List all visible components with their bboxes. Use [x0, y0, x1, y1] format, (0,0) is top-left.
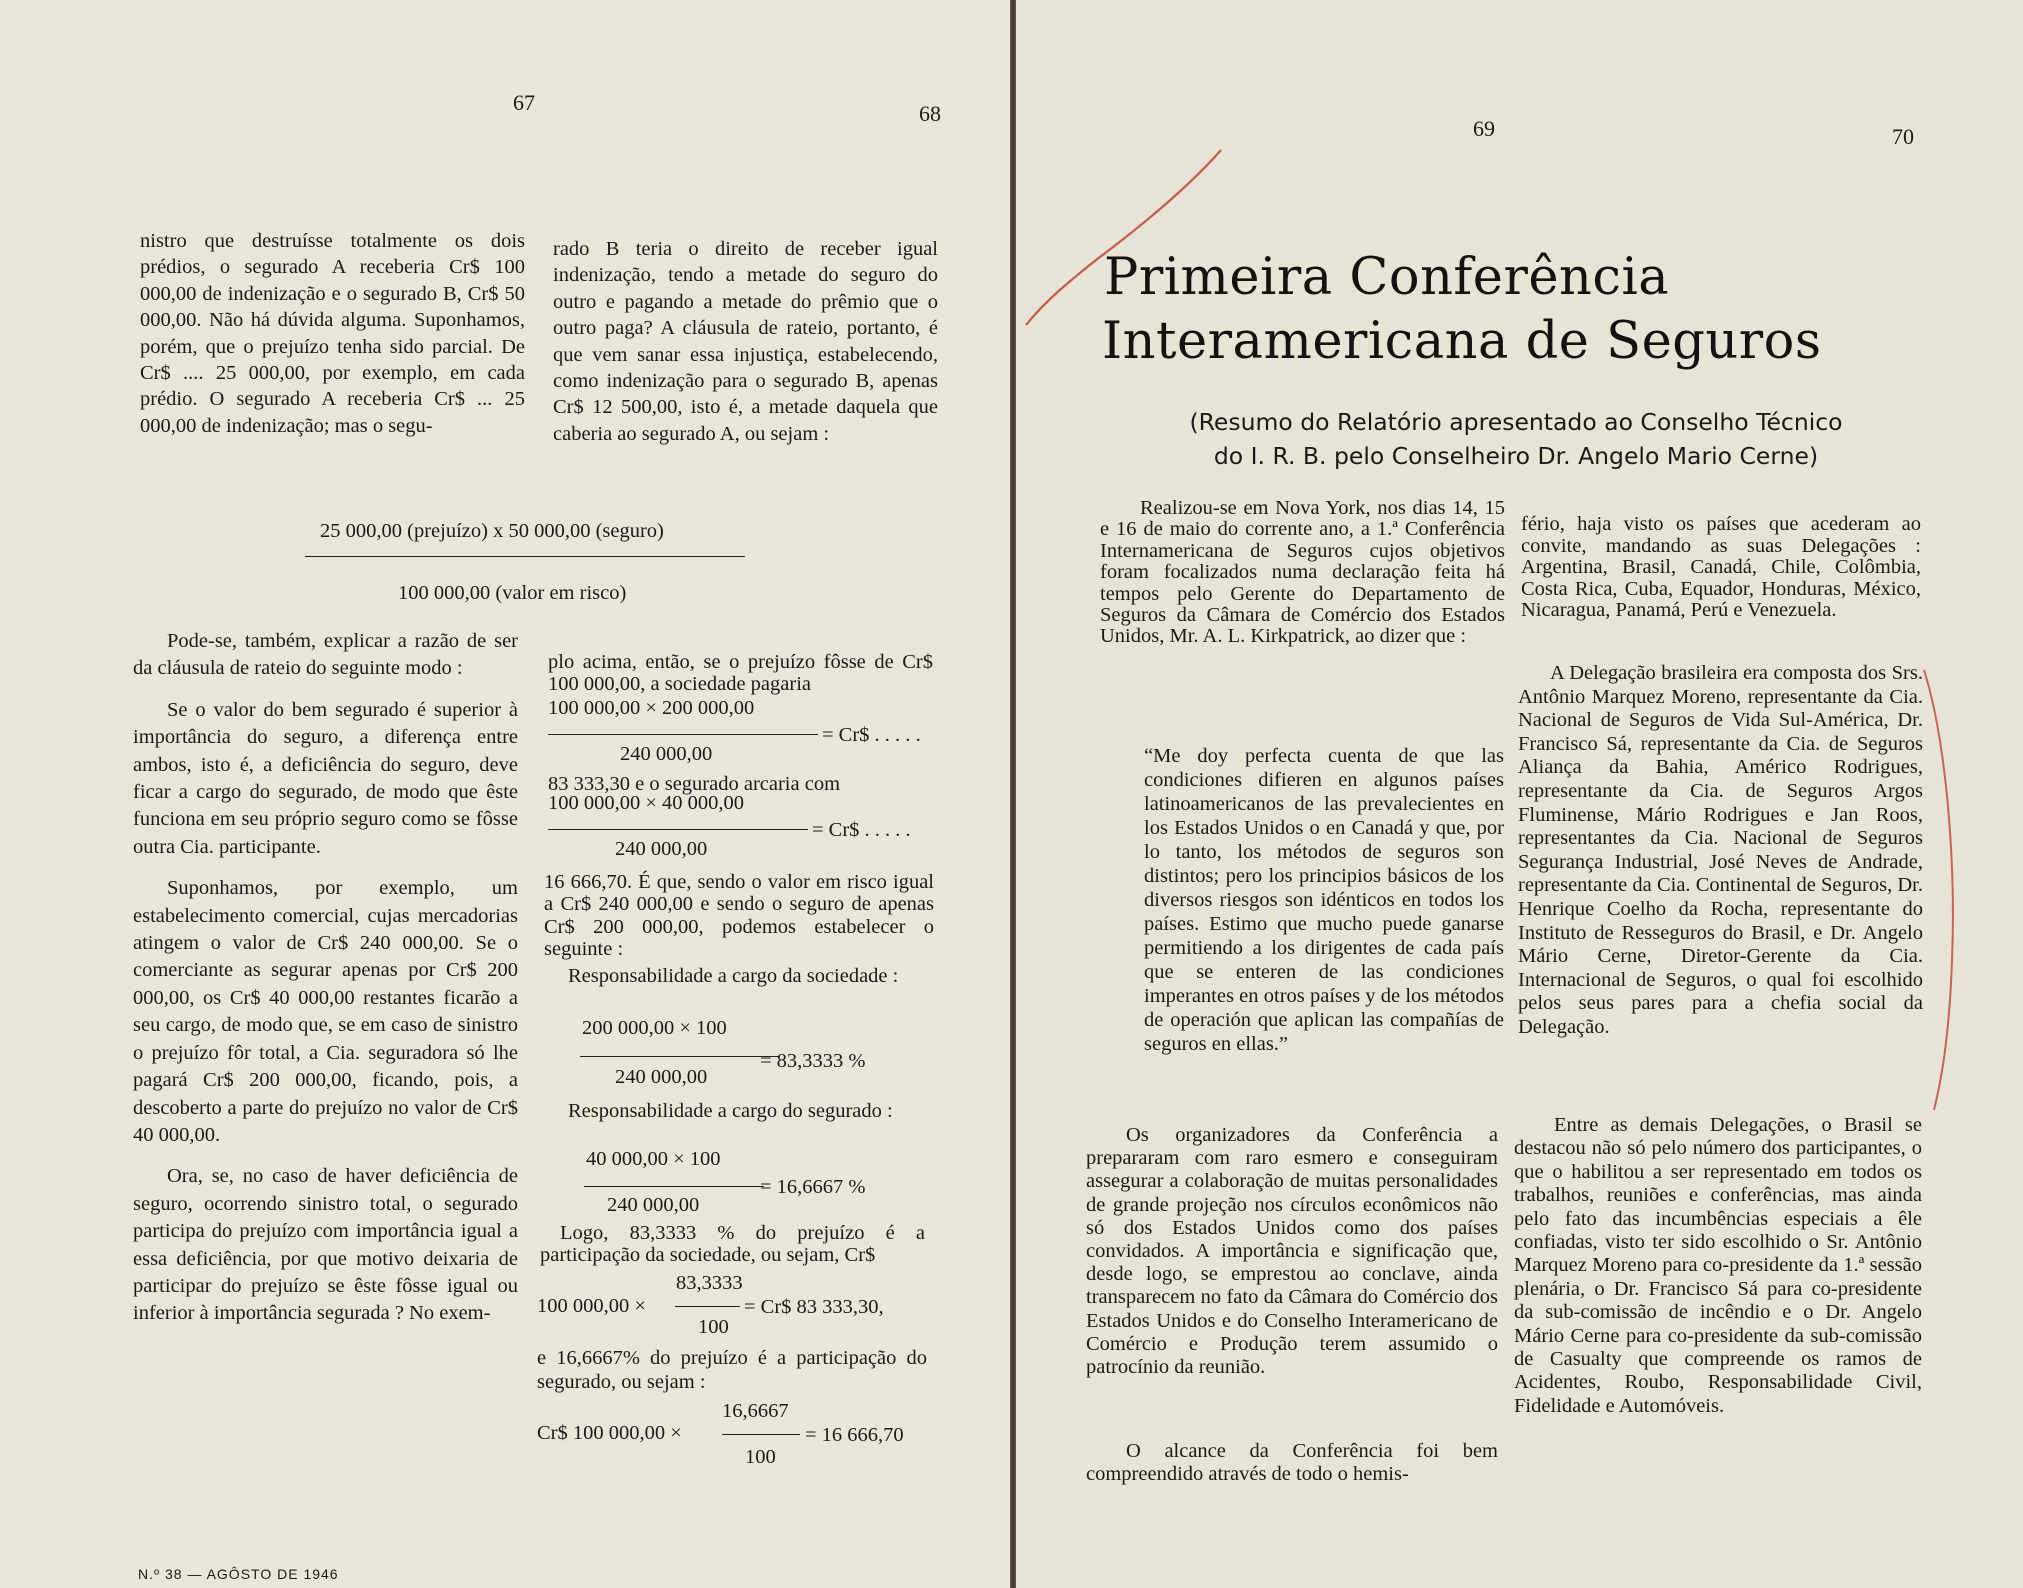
- calc3-result: = 83,3333 %: [760, 1050, 866, 1072]
- calc5-rule: [675, 1306, 740, 1307]
- calc-logo: Logo, 83,3333 % do prejuízo é a participação da sociedade, ou sejam, Cr$: [540, 1222, 925, 1266]
- p69-col1-p2: Os organizadores da Conferência a prepararam com raro esmero e conseguiram assegurar a colaboração de muitas personalidades de grande projeção nos círculos econômicos não só dos Estados Unidos como dos países convidados. A importância e significação que, desde logo, se emprestou ao conclave, ainda transparecem no fato da Câmara do Comércio dos Estados Unidos e do Conselho Interamericano de Comércio e Produção terem assumido o patrocínio da reunião.: [1086, 1124, 1498, 1379]
- calc6-left: Cr$ 100 000,00 ×: [537, 1422, 682, 1444]
- calc1-rule: [548, 734, 818, 735]
- calc3-numerator: 200 000,00 × 100: [582, 1017, 727, 1039]
- p70-col2-p1: fério, haja visto os países que acederam ao convite, mandando as suas Delegações : Argentina, Brasil, Canadá, Chile, Colômbia, Costa Rica, Cuba, Equador, Honduras, México, Nicaragua, Panamá, Perú e Venezuela.: [1521, 513, 1921, 622]
- page-footer: N.º 38 — AGÔSTO DE 1946: [138, 1566, 339, 1582]
- formula-denominator: 100 000,00 (valor em risco): [398, 582, 627, 604]
- calc5-left: 100 000,00 ×: [537, 1295, 646, 1317]
- calc3-rule: [580, 1056, 780, 1057]
- calc-after: e 16,6667% do prejuízo é a participação do segurado, ou sejam :: [537, 1347, 927, 1393]
- calc6-denominator: 100: [745, 1446, 776, 1468]
- calc2-numerator: 100 000,00 × 40 000,00: [548, 792, 745, 814]
- calc-resp2: Responsabilidade a cargo do segurado :: [568, 1100, 893, 1122]
- p67-col2-top: [553, 236, 938, 447]
- calc-resp1: Responsabilidade a cargo da sociedade :: [568, 965, 899, 987]
- calc6-result: = 16 666,70: [805, 1424, 904, 1446]
- calc5-top: 83,3333: [676, 1272, 743, 1294]
- p70-col2-p3: Entre as demais Delegações, o Brasil se destacou não só pelo número dos participantes, o que o habilitou a ser representado em todos os trabalhos, reuniões e conferências, mas ainda pelo fato das incumbências especiais a êle confiadas, visto ter sido escolhido o Sr. Antônio Marquez Moreno para co-presidente da 1.ª sessão plenária, o Dr. Francisco Sá para co-presidente da sub-comissão de incêndio e o Dr. Angelo Mário Cerne para co-presidente da sub-comissão de Casualty que compreende os ramos de Acidentes, Roubo, Responsabilidade Civil, Fidelidade e Automóveis.: [1514, 1114, 1922, 1417]
- left-page: [0, 0, 1010, 1588]
- article-subtitle-line2: do I. R. B. pelo Conselheiro Dr. Angelo Mario Cerne): [1213, 442, 1819, 470]
- page-number-69: 69: [1473, 116, 1495, 141]
- calc-mid1: 83 333,30 e o segurado arcaria com: [548, 773, 841, 795]
- calc5-denominator: 100: [698, 1316, 729, 1338]
- article-subtitle-line1: (Resumo do Relatório apresentado ao Conselho Técnico: [1189, 408, 1843, 436]
- right-page: [1016, 0, 2023, 1588]
- page-number-70: 70: [1892, 124, 1914, 149]
- calc6-top: 16,6667: [722, 1400, 789, 1422]
- calc5-result: = Cr$ 83 333,30,: [744, 1296, 884, 1318]
- article-title-line1: Primeira Conferência: [1104, 248, 1670, 307]
- calc2-denominator: 240 000,00: [615, 838, 708, 860]
- calc4-numerator: 40 000,00 × 100: [586, 1148, 721, 1170]
- calc1-result: = Cr$ . . . . .: [822, 724, 921, 746]
- formula-numerator: 25 000,00 (prejuízo) x 50 000,00 (seguro): [320, 520, 664, 542]
- page-number-68: 68: [919, 101, 941, 126]
- calc6-rule: [722, 1434, 800, 1435]
- p67-col1-bottom: [133, 628, 518, 1328]
- formula-rule: [305, 556, 745, 557]
- p69-col1-intro: Realizou-se em Nova York, nos dias 14, 15 e 16 de maio do corrente ano, a 1.ª Conferência Internamericana de Seguros cujos objetivos foram focalizados numa declaração feita há tempos pelo Gerente do Departamento de Seguros da Câmara de Comércio dos Estados Unidos, Mr. A. L. Kirkpatrick, ao dizer que :: [1100, 497, 1505, 648]
- p67-paragraph: Pode-se, também, explicar a razão de ser da cláusula de rateio do seguinte modo :: [133, 630, 518, 680]
- p67-paragraph: Se o valor do bem segurado é superior à importância do seguro, a diferença entre ambos, isto é, a deficiência do seguro, deve ficar a cargo do segurado, de modo que êste funciona em seu próprio seguro como se fôsse outra Cia. participante.: [133, 698, 518, 858]
- p67-col1-top: [140, 228, 525, 439]
- p67-col1-paragraph: nistro que destruísse totalmente os dois prédios, o segurado A receberia Cr$ 100 000,00 de indenização e o segurado B, Cr$ 50 000,00. Não há dúvida alguma. Suponhamos, porém, que o prejuízo tenha sido parcial. De Cr$ .... 25 000,00, por exemplo, em cada prédio. O segurado A receberia Cr$ ... 25 000,00 de indenização; mas o segu-: [140, 230, 525, 437]
- calc1-denominator: 240 000,00: [620, 743, 713, 765]
- red-margin-bracket: [1916, 660, 1976, 1120]
- p69-quote: “Me doy perfecta cuenta de que las condiciones difieren en algunos países latinoamericanos de las prevalecientes en los Estados Unidos o en Canadá y que, por lo tanto, los métodos de seguros son distintos; pero los principios básicos de los diversos riesgos son idénticos en todos los países. Estimo que mucho puede ganarse permitiendo a los dirigentes de cada país que se enteren de las condiciones imperantes en otros países y de los métodos de operación que aplican las compañías de seguros en ellas.”: [1144, 745, 1504, 1055]
- calc-mid2: 16 666,70. É que, sendo o valor em risco igual a Cr$ 240 000,00 e sendo o seguro de apenas Cr$ 200 000,00, podemos estabelecer o seguinte :: [544, 871, 934, 961]
- article-title-line2: Interamericana de Seguros: [1102, 312, 1822, 371]
- p69-col1-p3: O alcance da Conferência foi bem compreendido através de todo o hemis-: [1086, 1440, 1498, 1485]
- p67-col2-paragraph: rado B teria o direito de receber igual indenização, tendo a metade do seguro do outro e pagando a metade do prêmio que o outro paga? A cláusula de rateio, portanto, é que vem sanar essa injustiça, estabelecendo, como indenização para o segurado B, apenas Cr$ 12 500,00, isto é, a metade daquela que caberia ao segurado A, ou sejam :: [553, 238, 938, 445]
- page-number-67: 67: [513, 90, 535, 115]
- calc3-denominator: 240 000,00: [615, 1066, 708, 1088]
- p68-calc-intro: plo acima, então, se o prejuízo fôsse de Cr$ 100 000,00, a sociedade pagaria: [548, 651, 933, 695]
- calc4-rule: [584, 1186, 764, 1187]
- calc4-denominator: 240 000,00: [607, 1194, 700, 1216]
- p67-paragraph: Ora, se, no caso de haver deficiência de seguro, ocorrendo sinistro total, o segurado participa do prejuízo com importância igual a essa deficiência, por que motivo deixaria de participar do prejuízo se êste fôsse igual ou inferior à importância segurada ? No exem-: [133, 1165, 518, 1325]
- calc1-numerator: 100 000,00 × 200 000,00: [548, 697, 755, 719]
- calc2-result: = Cr$ . . . . .: [812, 819, 911, 841]
- calc2-rule: [548, 829, 808, 830]
- p70-col2-p2: A Delegação brasileira era composta dos Srs. Antônio Marquez Moreno, representante da Cia. Nacional de Seguros de Vida Sul-América, Dr. Francisco Sá, representante da Cia. de Seguros Aliança da Bahia, Américo Rodrigues, representante da Cia. de Seguros Argos Fluminense, Mário Rodrigues e Jan Roos, representantes da Cia. Nacional de Seguros Segurança Industrial, José Neves de Andrade, representante da Cia. Continental de Seguros, Dr. Henrique Coelho da Rocha, representante do Instituto de Resseguros do Brasil, e Dr. Angelo Mário Cerne, Diretor-Gerente da Cia. Internacional de Seguros, o qual foi escolhido pelos seus pares para a chefia social da Delegação.: [1518, 662, 1923, 1038]
- p67-paragraph: Suponhamos, por exemplo, um estabelecimento comercial, cujas mercadorias atingem o valor de Cr$ 240 000,00. Se o comerciante as segurar apenas por Cr$ 200 000,00, os Cr$ 40 000,00 restantes ficarão a seu cargo, de modo que, se em caso de sinistro o prejuízo fôr total, a Cia. seguradora só lhe pagará Cr$ 200 000,00, ficando, pois, a descoberto a parte do prejuízo no valor de Cr$ 40 000,00.: [133, 877, 518, 1146]
- calc4-result: = 16,6667 %: [760, 1176, 866, 1198]
